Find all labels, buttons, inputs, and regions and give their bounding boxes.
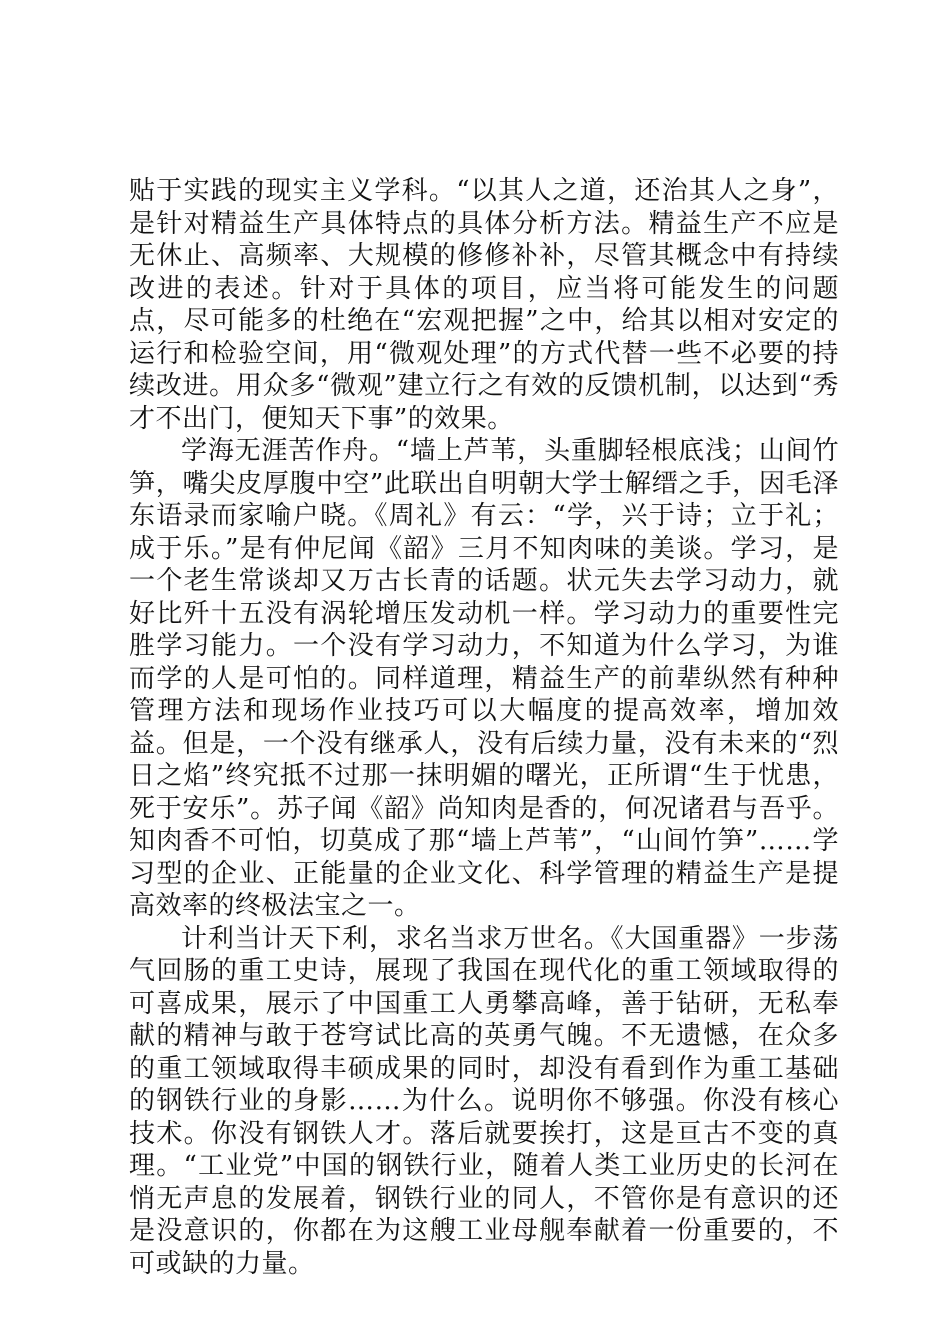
paragraph-continued: 贴于实践的现实主义学科。“以其人之道，还治其人之身”，是针对精益生产具体特点的具体分析方法。精益生产不应是无休止、高频率、大规模的修修补补，尽管其概念中有持续改进的表述。针对于具体的项目，应当将可能发生的问题点，尽可能多的杜绝在“宏观把握”之中，给其以相对安定的运行和检验空间，用“微观处理”的方式代替一些不必要的持续改进。用众多“微观”建立行之有效的反馈机制，以达到“秀才不出门，便知天下事”的效果。 — [129, 176, 839, 434]
paragraph-steel-industry: 计利当计天下利，求名当求万世名。《大国重器》一步荡气回肠的重工史诗，展现了我国在现代化的重工领域取得的可喜成果，展示了中国重工人勇攀高峰，善于钻研，无私奉献的精神与敢于苍穹试比高的英勇气魄。不无遗憾，在众多的重工领域取得丰硕成果的同时，却没有看到作为重工基础的钢铁行业的身影……为什么。说明你不够强。你没有核心技术。你没有钢铁人才。落后就要挨打，这是亘古不变的真理。“工业党”中国的钢铁行业，随着人类工业历史的长河在悄无声息的发展着，钢铁行业的同人，不管你是有意识的还是没意识的，你都在为这艘工业母舰奉献着一份重要的，不可或缺的力量。 — [129, 923, 839, 1279]
document-body — [129, 175, 839, 1280]
paragraph-learning: 学海无涯苦作舟。“墙上芦苇，头重脚轻根底浅；山间竹笋，嘴尖皮厚腹中空”此联出自明朝大学士解缙之手，因毛泽东语录而家喻户晓。《周礼》有云：“学，兴于诗；立于礼；成于乐。”是有仲尼闻《韶》三月不知肉味的美谈。学习，是一个老生常谈却又万古长青的话题。状元失去学习动力，就好比歼十五没有涡轮增压发动机一样。学习动力的重要性完胜学习能力。一个没有学习动力，不知道为什么学习，为谁而学的人是可怕的。同样道理，精益生产的前辈纵然有种种管理方法和现场作业技巧可以大幅度的提高效率，增加效益。但是，一个没有继承人，没有后续力量，没有未来的“烈日之焰”终究抵不过那一抹明媚的曙光，正所谓“生于忧患，死于安乐”。苏子闻《韶》尚知肉是香的，何况诸君与吾乎。知肉香不可怕，切莫成了那“墙上芦苇”，“山间竹笋”……学习型的企业、正能量的企业文化、科学管理的精益生产是提高效率的终极法宝之一。 — [129, 436, 839, 921]
